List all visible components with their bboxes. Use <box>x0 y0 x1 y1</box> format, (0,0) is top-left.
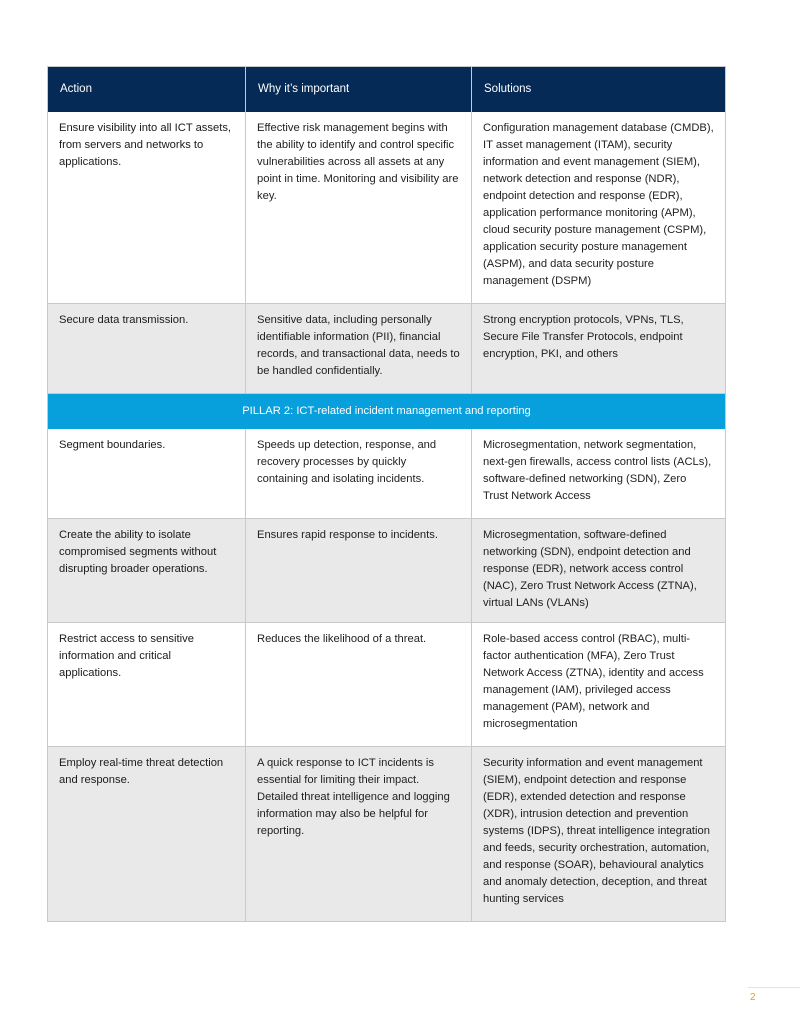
solutions-cell: Strong encryption protocols, VPNs, TLS, Secure File Transfer Protocols, endpoint encryption, PKI, and others <box>472 304 726 394</box>
action-cell: Restrict access to sensitive information and critical applications. <box>48 623 246 747</box>
solutions-cell: Microsegmentation, network segmentation, next-gen firewalls, access control lists (ACLs), software-defined networking (SDN), Zero Trust Network Access <box>472 429 726 519</box>
why-cell: Reduces the likelihood of a threat. <box>246 623 472 747</box>
table-header-row <box>48 67 726 112</box>
table-row <box>48 747 726 922</box>
header-why: Why it’s important <box>246 67 472 112</box>
solutions-cell: Configuration management database (CMDB), IT asset management (ITAM), security information and event management (SIEM), network detection and response (NDR), endpoint detection and response (EDR), application performance monitoring (APM), cloud security posture management (CSPM), application security posture management (ASPM), and data security posture management (DSPM) <box>472 112 726 304</box>
pillar-row <box>48 394 726 429</box>
header-solutions: Solutions <box>472 67 726 112</box>
why-cell: Effective risk management begins with the ability to identify and control specific vulnerabilities across all assets at any point in time. Monitoring and visibility are key. <box>246 112 472 304</box>
action-cell: Segment boundaries. <box>48 429 246 519</box>
action-cell: Create the ability to isolate compromised segments without disrupting broader operations. <box>48 519 246 623</box>
why-cell: A quick response to ICT incidents is essential for limiting their impact. Detailed threat intelligence and logging information may also be helpful for reporting. <box>246 747 472 922</box>
table-row <box>48 429 726 519</box>
header-action: Action <box>48 67 246 112</box>
requirements-table <box>47 66 726 922</box>
table-row <box>48 112 726 304</box>
why-cell: Ensures rapid response to incidents. <box>246 519 472 623</box>
why-cell: Speeds up detection, response, and recovery processes by quickly containing and isolating incidents. <box>246 429 472 519</box>
page-number: 2 <box>750 992 756 1003</box>
footer-divider <box>748 987 800 988</box>
pillar-label: PILLAR 2: ICT-related incident management and reporting <box>48 394 726 429</box>
solutions-cell: Role-based access control (RBAC), multi-factor authentication (MFA), Zero Trust Network Access (ZTNA), identity and access management (IAM), privileged access management (PAM), network and microsegmentation <box>472 623 726 747</box>
table-row <box>48 519 726 623</box>
action-cell: Secure data transmission. <box>48 304 246 394</box>
solutions-cell: Microsegmentation, software-defined networking (SDN), endpoint detection and response (EDR), network access control (NAC), Zero Trust Network Access (ZTNA), virtual LANs (VLANs) <box>472 519 726 623</box>
action-cell: Employ real-time threat detection and response. <box>48 747 246 922</box>
table-row <box>48 623 726 747</box>
action-cell: Ensure visibility into all ICT assets, from servers and networks to applications. <box>48 112 246 304</box>
why-cell: Sensitive data, including personally identifiable information (PII), financial records, and transactional data, needs to be handled confidentially. <box>246 304 472 394</box>
solutions-cell: Security information and event management (SIEM), endpoint detection and response (EDR), extended detection and response (XDR), intrusion detection and prevention systems (IDPS), threat intelligence integration and feeds, security orchestration, automation, and response (SOAR), behavioural analytics and anomaly detection, deception, and threat hunting services <box>472 747 726 922</box>
table-row <box>48 304 726 394</box>
